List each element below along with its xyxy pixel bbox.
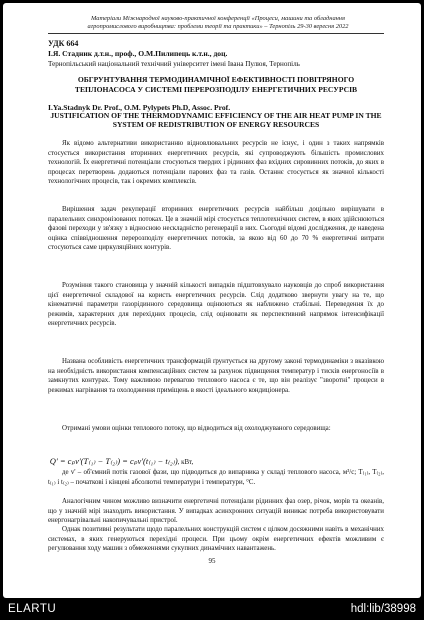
formula-line	[48, 456, 384, 468]
header-line-1: Матеріали Міжнародної науково-практичної конференції «Процеси, машини та обладнання	[91, 15, 345, 22]
repository-name: ELARTU	[8, 603, 57, 615]
header-rule	[48, 33, 384, 34]
paragraph: Названа особливість енергетичних трансформацій ґрунтується на другому законі термодинаміки з вказівкою на необхідність використання компенсаційних систем за рахунок підвищення температур і тисків енергоносіїв в замкнутих контурах. Тому важливою перевагою теплового насоса є те, що він реалізує "зворотні" процеси в режимах нагрівання та охолодження приміщень в якості ідеального кондиціонера.	[48, 358, 384, 394]
paragraph: Вирішення задач рекуперації вторинних енергетичних ресурсів найбільш доцільно вирішувати в паралельних синхронізованих потоках. Це в значній мірі стосується теплотехнічних систем, в яких здійснюються фазові переходи у зв'язку з відносною нескладністю регенерації в них. Сьогодні відомі дослідження, де наведена оцінка співвідношення перерозподілу енергетичних потоків, за якою від 60 до 70 % енергетичні витрати стосуються саме циркуляційних контурів.	[48, 206, 384, 252]
page-number: 95	[208, 557, 216, 565]
affiliation: Тернопільський національний технічний університет імені Івана Пулюя, Тернопіль	[48, 60, 300, 68]
header-line-2: агропромислового виробництва: проблеми теорії та практики» – Тернопіль 29-30 вересня 2022	[87, 23, 349, 30]
handle-identifier: hdl:lib/38998	[350, 603, 416, 615]
heat-flow-formula: Q' = cₚv'(T₍₁₎ − T₍₂₎) = cₚv'(t₍₁₎ − t₍₂₎)	[49, 456, 178, 466]
running-header	[53, 15, 383, 31]
formula-explanation: де v' – об'ємний потік газової фази, що підводиться до випарника у складі теплового насоса, м³/с; T₍₁₎, T₍₂₎, t₍₁₎ і t₍₂₎ – початкові і кінцеві абсолютні температури і температури, °С.	[48, 469, 384, 486]
paragraph: Отримані умови оцінки теплового потоку, що відводиться від охолоджуваного середовища:	[62, 425, 331, 432]
paragraph: Розуміння такого становища у значній кількості випадків підштовхувало науковців до спроб використання цієї енергетичної складової на користь енергетичних ресурсів. Слід додатково звернути увагу на те, що кінематичні параметри газорідинного середовища оцінюються як наближено стабільні. Переведення їх до режимів, характерних для перехідних процесів, слід оцінювати як перспективний напрямок інтенсифікації енергетичних ресурсів.	[48, 282, 384, 328]
title-english: JUSTIFICATION OF THE THERMODYNAMIC EFFICIENCY OF THE AIR HEAT PUMP IN THE SYSTEM OF REDISTRIBUTION OF ENERGY RESOURCES	[50, 111, 382, 129]
title-ukrainian: ОБГРУНТУВАННЯ ТЕРМОДИНАМІЧНОЇ ЕФЕКТИВНОСТІ ПОВІТРЯНОГО ТЕПЛОНАСОСА У СИСТЕМІ ПЕРЕРОЗПОДІЛУ ЕНЕРГЕТИЧНИХ РЕСУРСІВ	[74, 75, 358, 94]
paragraph: Аналогічним чином можливо визначити енергетичні потенціали рідинних фаз озер, річок, морів та океанів, що у значній мірі знаходить використання. У випадках асинхронних ситуацій виникає потреба використовувати енергонагрівальні накопичувальні пристрої.	[48, 498, 384, 525]
udk-code: УДК 664	[48, 39, 79, 48]
authors-ukrainian: І.Я. Стадник д.т.н., проф., О.М.Пилипець к.т.н., доц.	[48, 49, 228, 58]
document-page	[3, 3, 421, 598]
formula-unit: , кВт,	[177, 459, 194, 466]
paragraph: Однак позитивні результати щодо паралельних конструкцій систем є цілком досяжними навіть в механічних системах, в яких генеруються перехідні процеси. При цьому окрім енергетичних ефектів можливим є регулювання ходу машин з обмеженнями сукупних динамічних навантажень.	[48, 526, 384, 553]
paragraph: Як відомо альтернативи використанню відновлювальних ресурсів не існує, і один з таких напрямків стосується використання вторинних енергетичних ресурсів, які супроводжують більшість промислових технологій. Їх енергетичні потенціали стосуються твердих і рідинних фаз вхідних сировинних потоків, до яких в процесах перетворень додаються потенціали парових фаз та газів. Останнє стосується як значної кількості технологічних процесів, так і окремих комплексів.	[48, 140, 384, 186]
authors-english: I.Ya.Stadnyk Dr. Prof., O.M. Pylypets Ph.D, Assoc. Prof.	[48, 103, 231, 112]
